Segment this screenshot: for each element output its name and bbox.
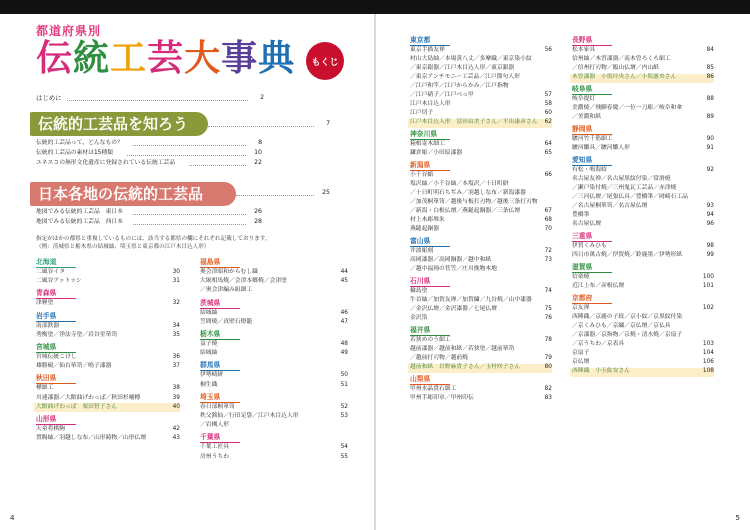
prefecture-heading: 新潟県: [410, 161, 431, 169]
leader-dots: [236, 195, 314, 196]
entry-page-number: 54: [340, 444, 348, 451]
prefecture-underline: [572, 94, 612, 95]
craft-entry[interactable]: 村上木彫堆朱: [410, 217, 445, 223]
entry-page-number: 53: [340, 413, 348, 419]
craft-entry[interactable]: 大堀相馬焼／会津本郷焼／会津塗: [200, 278, 287, 285]
craft-entry[interactable]: 駿河雛具／駿河雛人形: [572, 145, 630, 151]
entry-page-number: 70: [544, 226, 552, 232]
entry-page-number: 45: [340, 278, 348, 285]
craft-entry[interactable]: 駿河竹千筋細工: [572, 136, 613, 142]
craft-entry[interactable]: ／江戸和竿／江戸からかみ／江戸指物: [410, 83, 509, 89]
section-banner-regions: [30, 182, 236, 206]
title-char: 伝: [36, 37, 74, 79]
craft-entry[interactable]: 益子焼: [200, 341, 218, 347]
craft-entry[interactable]: 結城紬: [200, 350, 218, 357]
section-banner-regions-label: 日本各地の伝統的工芸品: [38, 185, 204, 203]
toc-page-number: 22: [254, 159, 262, 166]
craft-entry[interactable]: 有松・鳴海絞: [572, 167, 607, 173]
prefecture-heading: 神奈川県: [410, 130, 438, 138]
entry-page-number: 60: [544, 110, 552, 116]
entry-page-number: 64: [544, 141, 552, 147]
prefecture-underline: [36, 267, 76, 268]
craft-entry[interactable]: 東京手描友禅: [410, 47, 445, 53]
prefecture-underline: [572, 165, 612, 166]
prefecture-underline: [572, 272, 612, 273]
title-char: 大: [184, 37, 222, 79]
entry-page-number: 65: [544, 150, 552, 156]
craft-entry[interactable]: 伊勢崎絣: [200, 372, 224, 379]
toc-page-number: 2: [260, 94, 264, 101]
craft-entry[interactable]: 京扇子: [572, 350, 590, 356]
note-line: 指定がほかの都県と重複しているものには、該当する都県の欄にそれぞれ記載しております。: [36, 236, 271, 242]
interview-entry[interactable]: 越前和紙 岩野麻貴子さん／玉村咲子さん: [410, 364, 521, 370]
entry-page-number: 31: [172, 278, 180, 285]
entry-page-number: 84: [706, 47, 714, 53]
entry-page-number: 91: [706, 145, 714, 151]
craft-entry[interactable]: 金沢箔: [410, 315, 428, 321]
prefecture-underline: [410, 335, 450, 336]
craft-entry[interactable]: 天童将棋駒: [36, 426, 65, 432]
entry-page-number: 55: [340, 453, 348, 460]
craft-entry[interactable]: ／金沢仏壇／金沢漆器／七尾仏壇: [410, 306, 497, 312]
craft-entry[interactable]: 四日市萬古焼／伊賀焼／鈴鹿墨／伊勢形紙: [572, 252, 683, 258]
entry-page-number: 47: [340, 318, 348, 325]
craft-entry[interactable]: ／加茂桐箪笥／越後与板打刃物／越後三条打刃物: [410, 199, 538, 205]
entry-page-number: 94: [706, 212, 714, 218]
craft-entry[interactable]: 岐阜提灯: [572, 96, 596, 102]
prefecture-heading: 京都府: [572, 294, 593, 302]
entry-page-number: 99: [706, 252, 714, 258]
craft-entry[interactable]: 若狭めのう細工: [410, 337, 451, 343]
entry-page-number: 58: [544, 101, 552, 107]
craft-entry[interactable]: ／瀬戸染付焼／三州鬼瓦工芸品／赤津焼: [572, 185, 677, 191]
prefecture-heading: 青森県: [36, 289, 57, 298]
prefecture-underline: [410, 170, 450, 171]
craft-entry[interactable]: 江戸木目込人形: [410, 101, 451, 107]
entry-page-number: 56: [544, 47, 552, 53]
craft-entry[interactable]: 牛首紬／加賀友禅／加賀繍／九谷焼／山中漆器: [410, 297, 532, 303]
title-char: 芸: [147, 37, 185, 79]
entry-page-number: 39: [172, 394, 180, 401]
toc-entry-label[interactable]: はじめに: [36, 94, 62, 102]
craft-entry[interactable]: ／岩槻人形: [200, 422, 229, 429]
entry-page-number: 103: [702, 341, 714, 347]
craft-entry[interactable]: ／京くみひも／京繍／京仏壇／京仏具: [572, 323, 671, 329]
prefecture-underline: [572, 241, 612, 242]
entry-page-number: 72: [544, 248, 552, 254]
prefecture-heading: 滋賀県: [572, 263, 593, 271]
title-char: 典: [258, 37, 296, 79]
craft-entry[interactable]: 京仏壇: [572, 359, 590, 365]
craft-entry[interactable]: ／信州打刃物／飯山仏壇／内山紙: [572, 65, 659, 71]
prefecture-heading: 北海道: [36, 258, 57, 266]
prefecture-heading: 三重県: [572, 232, 593, 240]
prefecture-heading: 宮城県: [36, 343, 57, 351]
entry-page-number: 89: [706, 114, 714, 120]
entry-page-number: 30: [172, 269, 180, 275]
prefecture-heading: 秋田県: [36, 374, 57, 383]
craft-entry[interactable]: 鎌倉彫／小田原漆器: [410, 150, 463, 156]
entry-page-number: 52: [340, 403, 348, 410]
entry-page-number: 102: [702, 305, 714, 311]
craft-entry[interactable]: 千葉工匠具: [200, 444, 229, 451]
entry-page-number: 49: [340, 350, 348, 357]
craft-entry[interactable]: 秩父銘仙／行田足袋／江戸木目込人形: [200, 413, 299, 419]
toc-page-number: 28: [254, 218, 262, 225]
leader-dots: [133, 145, 246, 146]
prefecture-heading: 福島県: [200, 258, 221, 266]
page-gutter: [374, 14, 376, 530]
leader-dots: [127, 155, 246, 156]
prefecture-underline: [410, 45, 450, 46]
page-number-left: 4: [10, 514, 15, 522]
toc-entry-label[interactable]: 伝統的工芸品って、どんなもの？: [36, 140, 123, 146]
craft-entry[interactable]: 信楽焼: [572, 274, 590, 280]
entry-page-number: 86: [706, 74, 714, 80]
entry-page-number: 75: [544, 306, 552, 312]
prefecture-underline: [572, 303, 612, 304]
craft-entry[interactable]: ／新潟・白根仏壇／燕鎚起銅器／三条仏壇: [410, 208, 521, 214]
prefecture-underline: [572, 134, 612, 135]
toc-page-number: 25: [322, 189, 330, 196]
craft-entry[interactable]: 伊賀くみひも: [572, 243, 607, 249]
craft-entry[interactable]: 松本家具: [572, 47, 596, 53]
craft-entry[interactable]: ／越中福岡の菅笠／庄川挽物木地: [410, 266, 497, 272]
leader-dots: [133, 214, 246, 215]
prefecture-underline: [410, 384, 450, 385]
craft-entry[interactable]: ／越前打刃物／越前焼: [410, 355, 468, 361]
prefecture-heading: 埼玉県: [200, 392, 221, 401]
prefecture-underline: [410, 286, 450, 287]
toc-entry-label[interactable]: 伝統的工芸品の素材は15種類: [36, 150, 113, 156]
craft-entry[interactable]: 名古屋友禅／名古屋黒紋付染／常滑焼: [572, 176, 671, 182]
craft-entry[interactable]: 越前漆器／越前和紙／若狭塗／越前箪笥: [410, 346, 515, 352]
entry-page-number: 101: [702, 283, 714, 289]
craft-entry[interactable]: ／東京銀器／江戸木目込人形／東京銀器: [410, 65, 515, 71]
craft-entry[interactable]: 近江上布／彦根仏壇: [572, 283, 625, 289]
leader-dots: [133, 224, 246, 225]
entry-page-number: 34: [172, 322, 180, 329]
prefecture-underline: [410, 246, 450, 247]
prefecture-underline: [572, 45, 612, 46]
prefecture-heading: 群馬県: [200, 361, 221, 370]
craft-entry[interactable]: 名古屋仏壇: [572, 221, 601, 227]
craft-entry[interactable]: 甲州手彫印章／甲州印伝: [410, 395, 474, 401]
prefecture-heading: 茨城県: [200, 298, 221, 307]
entry-page-number: 67: [544, 208, 552, 214]
entry-page-number: 50: [340, 372, 348, 379]
leader-dots: [67, 100, 248, 101]
entry-page-number: 88: [706, 96, 714, 102]
prefecture-heading: 富山県: [410, 237, 431, 245]
craft-entry[interactable]: 二風谷イタ: [36, 269, 65, 275]
prefecture-underline: [200, 339, 240, 340]
title-char: 統: [73, 37, 111, 79]
prefecture-heading: 山形県: [36, 415, 57, 423]
prefecture-underline: [36, 424, 76, 425]
section-banner-know: [30, 112, 208, 136]
prefecture-underline: [36, 321, 76, 322]
book-subtitle: 都道府県別: [36, 24, 102, 38]
craft-entry[interactable]: 塩沢紬／小千谷紬／本塩沢／十日町絣: [410, 181, 509, 187]
entry-page-number: 74: [544, 288, 552, 294]
entry-page-number: 68: [544, 217, 552, 223]
interview-entry[interactable]: 江戸木目込人形 冨田由美子さん／平出康彦さん: [410, 119, 538, 125]
entry-page-number: 51: [340, 381, 348, 388]
interview-entry[interactable]: 木曽漆器 小坂玲央さん／小坂憲央さん: [572, 74, 677, 80]
entry-page-number: 93: [706, 203, 714, 209]
craft-entry[interactable]: 房州うちわ: [200, 453, 229, 460]
craft-entry[interactable]: 樺細工: [36, 385, 54, 392]
entry-page-number: 92: [706, 167, 714, 173]
entry-page-number: 106: [702, 359, 714, 365]
entry-page-number: 43: [172, 435, 180, 442]
prefecture-heading: 山梨県: [410, 375, 431, 383]
title-char: 工: [110, 37, 148, 79]
prefecture-heading: 岩手県: [36, 311, 57, 320]
craft-entry[interactable]: 信州紬／木曽漆器／南木曽ろくろ細工: [572, 56, 671, 62]
craft-entry[interactable]: 奥会津昭和からむし織: [200, 269, 258, 275]
craft-entry[interactable]: ／京うちわ／京表具: [572, 341, 625, 347]
top-bar: [0, 0, 750, 14]
craft-entry[interactable]: 輪島塗: [410, 288, 428, 294]
toc-entry-label[interactable]: 地図でみる伝統的工芸品 東日本: [36, 209, 123, 215]
entry-page-number: 79: [544, 355, 552, 361]
entry-page-number: 83: [544, 395, 552, 401]
entry-page-number: 40: [172, 403, 180, 410]
craft-entry[interactable]: ／奥会津編み組細工: [200, 287, 253, 294]
craft-entry[interactable]: ／名古屋桐箪笥／名古屋仏壇: [572, 203, 648, 209]
entry-page-number: 100: [702, 274, 714, 280]
craft-entry[interactable]: 雄勝硯／仙台箪笥／鳴子漆器: [36, 363, 112, 370]
craft-entry[interactable]: 美濃焼／飛騨春慶／一位一刀彫／岐阜和傘: [572, 105, 683, 111]
entry-page-number: 78: [544, 337, 552, 343]
prefecture-heading: 愛知県: [572, 156, 593, 164]
entry-page-number: 42: [172, 426, 180, 432]
craft-entry[interactable]: 小千谷縮: [410, 172, 434, 178]
book-title: [36, 38, 295, 78]
entry-page-number: 32: [172, 300, 180, 307]
entry-page-number: 104: [702, 350, 714, 356]
craft-entry[interactable]: 西陣織／京鹿の子絞／京小紋／京黒紋付染: [572, 314, 683, 320]
craft-entry[interactable]: ／東京アンチモニー工芸品／江戸節句人形: [410, 74, 520, 80]
entry-page-number: 85: [706, 65, 714, 71]
toc-page-number: 8: [258, 139, 262, 146]
craft-entry[interactable]: 笠間焼／真壁石燈籠: [200, 318, 253, 325]
entry-page-number: 80: [544, 364, 552, 370]
entry-page-number: 57: [544, 92, 552, 98]
entry-page-number: 76: [544, 315, 552, 321]
entry-page-number: 98: [706, 243, 714, 249]
toc-page-number: 26: [254, 208, 262, 215]
entry-page-number: 108: [702, 368, 714, 374]
craft-entry[interactable]: 井波彫刻: [410, 248, 434, 254]
prefecture-underline: [200, 308, 240, 309]
craft-entry[interactable]: 箱根寄木細工: [410, 141, 445, 147]
craft-entry[interactable]: ／美濃和紙: [572, 114, 601, 120]
craft-entry[interactable]: 置賜紬／羽越しな布／山形鋳物／山形仏壇: [36, 435, 147, 442]
entry-page-number: 62: [544, 119, 552, 125]
craft-entry[interactable]: 甲州水晶貴石細工: [410, 386, 457, 392]
craft-entry[interactable]: ／十日町明石ちぢみ／羽越しな布／新潟漆器: [410, 190, 526, 196]
entry-page-number: 35: [172, 331, 180, 338]
craft-entry[interactable]: 燕鎚起銅器: [410, 226, 439, 232]
prefecture-underline: [410, 139, 450, 140]
craft-entry[interactable]: ／江戸硝子／江戸べっ甲: [410, 92, 474, 98]
prefecture-underline: [200, 402, 240, 403]
toc-page-number: 10: [254, 149, 262, 156]
entry-page-number: 38: [172, 385, 180, 392]
interview-entry[interactable]: 西陣織 小玉紘安さん: [572, 368, 630, 374]
entry-page-number: 48: [340, 341, 348, 347]
craft-entry[interactable]: ／京漆器／京指物／京焼・清水焼／京扇子: [572, 332, 683, 338]
craft-entry[interactable]: 結城紬: [200, 309, 218, 316]
craft-entry[interactable]: 津軽塗: [36, 300, 54, 307]
craft-entry[interactable]: ／三河仏壇／尾張仏具／豊橋筆／岡崎石工品: [572, 194, 688, 200]
prefecture-heading: 東京都: [410, 36, 431, 44]
prefecture-heading: 石川県: [410, 277, 431, 285]
leader-dots: [208, 126, 314, 127]
craft-entry[interactable]: 高岡漆器／高岡銅器／越中和紙: [410, 257, 492, 263]
page-number-right: 5: [735, 514, 740, 522]
toc-entry-label[interactable]: ユネスコの無形文化遺産に登録されている伝統工芸品: [36, 160, 176, 166]
craft-entry[interactable]: 川連漆器／大館曲げわっぱ／秋田杉桶樽: [36, 394, 141, 401]
entry-page-number: 36: [172, 354, 180, 360]
craft-entry[interactable]: 京友禅: [572, 305, 590, 311]
craft-entry[interactable]: 江戸切子: [410, 110, 434, 116]
leader-dots: [189, 165, 246, 166]
prefecture-heading: 栃木県: [200, 330, 221, 338]
section-banner-know-label: 伝統的工芸品を知ろう: [38, 115, 189, 133]
craft-entry[interactable]: 春日部桐箪笥: [200, 403, 235, 410]
prefecture-heading: 長野県: [572, 36, 593, 44]
prefecture-heading: 千葉県: [200, 433, 221, 442]
note-line: （例：茨城県と栃木県の結城紬、埼玉県と東京都の江戸木目込人形）: [36, 244, 210, 250]
entry-page-number: 66: [544, 172, 552, 178]
craft-entry[interactable]: 宮城伝統こけし: [36, 354, 77, 360]
prefecture-heading: 岐阜県: [572, 85, 593, 93]
prefecture-heading: 福井県: [410, 326, 431, 334]
entry-page-number: 82: [544, 386, 552, 392]
craft-entry[interactable]: 二風谷アットゥシ: [36, 278, 82, 285]
toc-page-number: 7: [326, 120, 330, 127]
entry-page-number: 96: [706, 221, 714, 227]
prefecture-underline: [36, 352, 76, 353]
prefecture-underline: [200, 267, 240, 268]
title-char: 事: [221, 37, 259, 79]
interview-entry[interactable]: 大館曲げわっぱ 栗田智子さん: [36, 403, 118, 410]
toc-entry-label[interactable]: 地図でみる伝統的工芸品 西日本: [36, 219, 123, 225]
entry-page-number: 37: [172, 363, 180, 370]
entry-page-number: 90: [706, 136, 714, 142]
entry-page-number: 46: [340, 309, 348, 316]
craft-entry[interactable]: 秀衡塗／浄法寺塗／岩谷堂箪笥: [36, 331, 118, 338]
craft-entry[interactable]: 桐生織: [200, 381, 218, 388]
contents-badge: もくじ: [306, 42, 344, 80]
craft-entry[interactable]: 豊橋筆: [572, 212, 590, 218]
craft-entry[interactable]: 南部鉄器: [36, 322, 60, 329]
craft-entry[interactable]: 村山大島紬／本場黄八丈／多摩織／東京染小紋: [410, 56, 532, 62]
prefecture-heading: 静岡県: [572, 125, 593, 133]
entry-page-number: 44: [340, 269, 348, 275]
entry-page-number: 73: [544, 257, 552, 263]
